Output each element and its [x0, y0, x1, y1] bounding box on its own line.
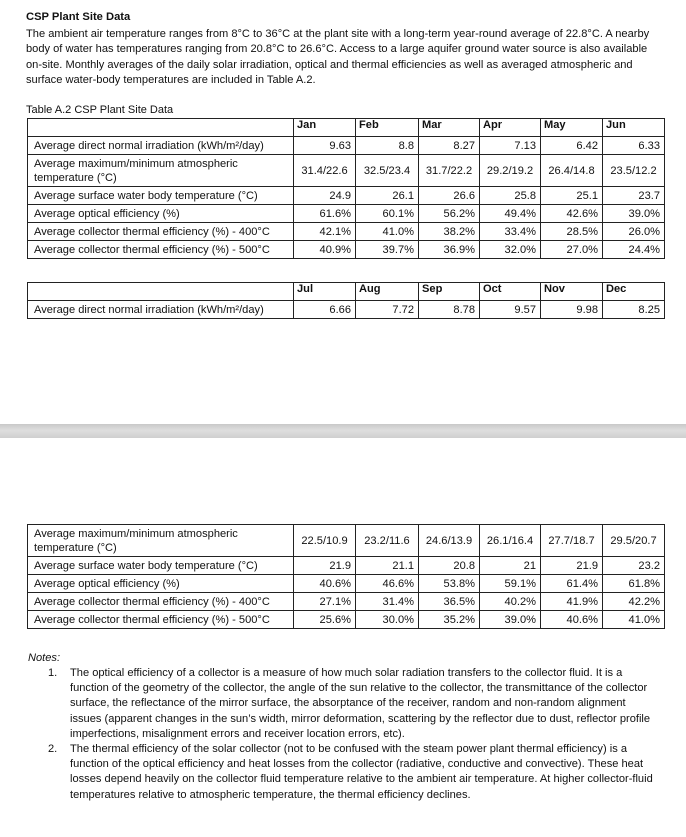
table-cell: 38.2% [419, 223, 480, 241]
header-blank-cell [28, 119, 294, 137]
table-cell: 33.4% [480, 223, 541, 241]
table-cell: 26.6 [419, 187, 480, 205]
table-cell: 29.2/19.2 [480, 155, 541, 187]
site-data-table-jul-dec-continued [27, 524, 665, 629]
table-cell: 26.1/16.4 [480, 525, 541, 557]
table-cell: 30.0% [356, 611, 419, 629]
note-number: 1. [48, 667, 58, 679]
table-cell: 26.0% [603, 223, 665, 241]
table-cell: 21.1 [356, 557, 419, 575]
table-cell: 39.0% [603, 205, 665, 223]
row-label: Average maximum/minimum atmospheric temperature (°C) [28, 155, 294, 187]
month-header: Mar [419, 119, 480, 137]
month-header: Jan [294, 119, 356, 137]
note-text: The optical efficiency of a collector is a measure of how much solar radiation transfers to the collector fluid. It is a function of the geometry of the collector, the angle of the sun relative to the collector, the transmittance of the collector surface, the reflectance of the mirror surface, the absorptance of the receiver, random and non-random alignment issues (apparent changes in the sun’s width, mirror deformation, scattering by the reflector due to dust, reflector profile imperfections, misalignment errors and receiver location errors, etc). [70, 667, 651, 740]
table-header-row [28, 283, 665, 301]
document-page-2 [0, 438, 686, 837]
table-cell: 36.5% [419, 593, 480, 611]
table-row [28, 137, 665, 155]
table-cell: 31.4% [356, 593, 419, 611]
table-cell: 23.5/12.2 [603, 155, 665, 187]
table-row [28, 205, 665, 223]
table-cell: 40.6% [294, 575, 356, 593]
table-cell: 46.6% [356, 575, 419, 593]
table-cell: 32.0% [480, 241, 541, 259]
table-cell: 27.7/18.7 [541, 525, 603, 557]
row-label: Average surface water body temperature (°C) [28, 187, 294, 205]
table-cell: 36.9% [419, 241, 480, 259]
table-cell: 42.2% [603, 593, 665, 611]
table-row [28, 187, 665, 205]
table-cell: 9.98 [541, 301, 603, 319]
month-header: Feb [356, 119, 419, 137]
table-cell: 25.1 [541, 187, 603, 205]
table-cell: 26.1 [356, 187, 419, 205]
table-cell: 7.72 [356, 301, 419, 319]
table-row [28, 525, 665, 557]
table-cell: 42.1% [294, 223, 356, 241]
table-cell: 31.4/22.6 [294, 155, 356, 187]
table-row [28, 593, 665, 611]
table-cell: 27.1% [294, 593, 356, 611]
note-number: 2. [48, 743, 58, 756]
page-break-gap [0, 424, 686, 438]
header-blank-cell [28, 283, 294, 301]
month-header: Dec [603, 283, 665, 301]
month-header: Apr [480, 119, 541, 137]
site-data-table-jan-jun [27, 118, 665, 259]
table-row [28, 611, 665, 629]
table-cell: 39.0% [480, 611, 541, 629]
table-cell: 6.33 [603, 137, 665, 155]
table-cell: 49.4% [480, 205, 541, 223]
table-cell: 39.7% [356, 241, 419, 259]
table-row [28, 575, 665, 593]
table-cell: 41.9% [541, 593, 603, 611]
row-label: Average maximum/minimum atmospheric temperature (°C) [28, 525, 294, 557]
table-cell: 6.42 [541, 137, 603, 155]
table-cell: 31.7/22.2 [419, 155, 480, 187]
table-cell: 22.5/10.9 [294, 525, 356, 557]
table-cell: 42.6% [541, 205, 603, 223]
table-cell: 21 [480, 557, 541, 575]
table-cell: 53.8% [419, 575, 480, 593]
notes-section [28, 652, 658, 803]
month-header: Aug [356, 283, 419, 301]
table-cell: 41.0% [603, 611, 665, 629]
table-cell: 6.66 [294, 301, 356, 319]
site-data-table-jul-dec-header [27, 282, 665, 319]
table-caption: Table A.2 CSP Plant Site Data [26, 104, 174, 116]
table-cell: 29.5/20.7 [603, 525, 665, 557]
note-item [28, 666, 658, 742]
note-text: The thermal efficiency of the solar collector (not to be confused with the steam power plant thermal efficiency) is a function of the optical efficiency and heat losses from the collector (radiative, conductive and convective). These heat losses depend heavily on the collector fluid temperature relative to the ambient air temperature. At higher collector-fluid temperatures relative to atmospheric temperature, the thermal efficiency declines. [70, 743, 653, 801]
month-header: Jul [294, 283, 356, 301]
intro-paragraph: The ambient air temperature ranges from 8°C to 36°C at the plant site with a long-term year-round average of 22.8°C. A nearby body of water has temperatures ranging from 20.8°C to 26.6°C. Access to a large aquifer ground water source is also available on-site. Monthly averages of the daily solar irradiation, optical and thermal efficiencies as well as averaged atmospheric and surface water-body temperatures are included in Table A.2. [26, 28, 650, 87]
table-cell: 23.2 [603, 557, 665, 575]
table-cell: 9.63 [294, 137, 356, 155]
table-row [28, 155, 665, 187]
table-cell: 61.8% [603, 575, 665, 593]
table-cell: 20.8 [419, 557, 480, 575]
table-cell: 28.5% [541, 223, 603, 241]
table-cell: 21.9 [541, 557, 603, 575]
table-cell: 8.78 [419, 301, 480, 319]
table-cell: 8.8 [356, 137, 419, 155]
row-label: Average collector thermal efficiency (%) - 400°C [28, 593, 294, 611]
row-label: Average optical efficiency (%) [28, 205, 294, 223]
row-label: Average optical efficiency (%) [28, 575, 294, 593]
table-cell: 8.27 [419, 137, 480, 155]
month-header: Nov [541, 283, 603, 301]
month-header: May [541, 119, 603, 137]
table-row [28, 301, 665, 319]
table-header-row [28, 119, 665, 137]
table-cell: 24.9 [294, 187, 356, 205]
row-label: Average direct normal irradiation (kWh/m²/day) [28, 301, 294, 319]
row-label: Average collector thermal efficiency (%) - 500°C [28, 611, 294, 629]
table-cell: 9.57 [480, 301, 541, 319]
row-label: Average collector thermal efficiency (%) - 400°C [28, 223, 294, 241]
month-header: Oct [480, 283, 541, 301]
table-cell: 21.9 [294, 557, 356, 575]
table-cell: 41.0% [356, 223, 419, 241]
month-header: Jun [603, 119, 665, 137]
table-cell: 23.7 [603, 187, 665, 205]
table-cell: 61.6% [294, 205, 356, 223]
table-cell: 25.8 [480, 187, 541, 205]
table-cell: 27.0% [541, 241, 603, 259]
table-cell: 32.5/23.4 [356, 155, 419, 187]
month-header: Sep [419, 283, 480, 301]
note-item [28, 742, 658, 803]
section-heading: CSP Plant Site Data [26, 11, 131, 23]
row-label: Average direct normal irradiation (kWh/m²/day) [28, 137, 294, 155]
table-cell: 7.13 [480, 137, 541, 155]
table-cell: 40.6% [541, 611, 603, 629]
notes-title: Notes: [28, 652, 61, 664]
table-cell: 60.1% [356, 205, 419, 223]
table-cell: 24.4% [603, 241, 665, 259]
row-label: Average collector thermal efficiency (%) - 500°C [28, 241, 294, 259]
table-cell: 25.6% [294, 611, 356, 629]
table-cell: 59.1% [480, 575, 541, 593]
table-row [28, 223, 665, 241]
table-cell: 35.2% [419, 611, 480, 629]
table-cell: 56.2% [419, 205, 480, 223]
table-row [28, 557, 665, 575]
table-cell: 8.25 [603, 301, 665, 319]
table-cell: 61.4% [541, 575, 603, 593]
table-row [28, 241, 665, 259]
table-cell: 23.2/11.6 [356, 525, 419, 557]
table-cell: 40.2% [480, 593, 541, 611]
table-cell: 26.4/14.8 [541, 155, 603, 187]
table-cell: 40.9% [294, 241, 356, 259]
row-label: Average surface water body temperature (°C) [28, 557, 294, 575]
table-cell: 24.6/13.9 [419, 525, 480, 557]
